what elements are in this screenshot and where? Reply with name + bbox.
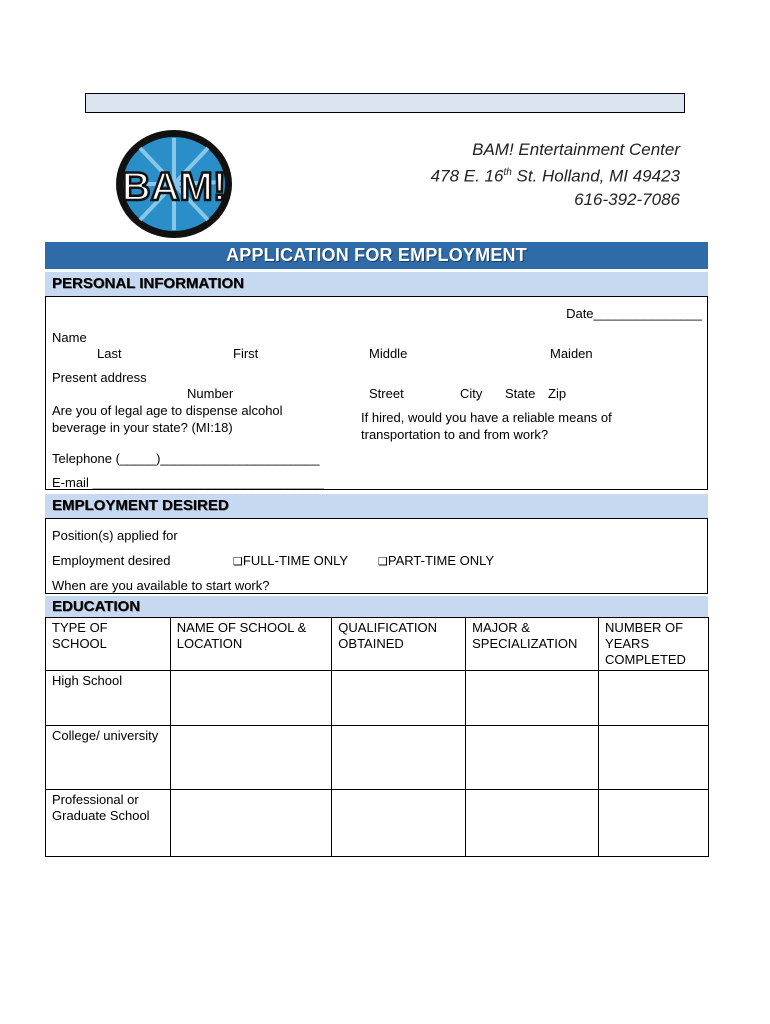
company-info bbox=[431, 138, 680, 211]
name-label: Name bbox=[52, 330, 87, 345]
company-address: 478 E. 16th St. Holland, MI 49423 bbox=[430, 166, 680, 186]
employment-desired-label: Employment desired bbox=[52, 553, 171, 568]
education-header-row bbox=[46, 618, 709, 671]
address-street-field[interactable]: Street bbox=[369, 386, 404, 401]
middle-name-field[interactable]: Middle bbox=[369, 346, 408, 361]
personal-info-heading: PERSONAL INFORMATION bbox=[45, 272, 708, 296]
date-field[interactable]: Date_______________ bbox=[566, 306, 702, 321]
table-cell[interactable] bbox=[332, 726, 466, 790]
row-label-college: College/ university bbox=[46, 726, 171, 790]
table-cell[interactable] bbox=[170, 790, 332, 857]
present-address-label: Present address bbox=[52, 370, 147, 385]
table-cell[interactable] bbox=[332, 790, 466, 857]
table-row bbox=[46, 790, 709, 857]
email-field[interactable]: E-mail ________________________________ bbox=[52, 475, 324, 490]
col-type-of-school: TYPE OF SCHOOL bbox=[46, 618, 171, 671]
col-major: MAJOR & SPECIALIZATION bbox=[466, 618, 599, 671]
full-time-option[interactable]: ❑FULL-TIME ONLY bbox=[233, 553, 349, 568]
form-title: APPLICATION FOR EMPLOYMENT bbox=[45, 242, 708, 269]
address-state-field[interactable]: State bbox=[505, 386, 536, 401]
table-row bbox=[46, 726, 709, 790]
transport-question: If hired, would you have a reliable means of bbox=[361, 410, 612, 425]
company-name: BAM! Entertainment Center bbox=[472, 140, 680, 159]
table-cell[interactable] bbox=[466, 790, 599, 857]
company-phone: 616-392-7086 bbox=[574, 189, 680, 209]
col-years-completed: NUMBER OF YEARS COMPLETED bbox=[599, 618, 709, 671]
checkbox-icon[interactable]: ❑ bbox=[378, 555, 388, 568]
table-cell[interactable] bbox=[599, 671, 709, 726]
education-table bbox=[45, 617, 709, 857]
first-name-field[interactable]: First bbox=[233, 346, 259, 361]
top-header-bar bbox=[85, 93, 685, 113]
education-heading: EDUCATION bbox=[45, 596, 708, 617]
table-cell[interactable] bbox=[466, 671, 599, 726]
part-time-option[interactable]: ❑PART-TIME ONLY bbox=[378, 553, 495, 568]
bam-logo bbox=[112, 122, 240, 240]
col-name-of-school: NAME OF SCHOOL & LOCATION bbox=[170, 618, 332, 671]
address-number-field[interactable]: Number bbox=[187, 386, 234, 401]
transport-question-line2: transportation to and from work? bbox=[361, 427, 549, 442]
positions-applied-field[interactable]: Position(s) applied for bbox=[52, 528, 178, 543]
table-cell[interactable] bbox=[170, 671, 332, 726]
legal-age-question-line2: beverage in your state? (MI:18) bbox=[52, 420, 233, 435]
svg-text:BAM!: BAM! bbox=[121, 165, 227, 209]
start-availability-field[interactable]: When are you available to start work? bbox=[52, 578, 270, 593]
row-label-professional: Professional or Graduate School bbox=[46, 790, 171, 857]
address-zip-field[interactable]: Zip bbox=[548, 386, 567, 401]
table-cell[interactable] bbox=[599, 790, 709, 857]
table-cell[interactable] bbox=[466, 726, 599, 790]
checkbox-icon[interactable]: ❑ bbox=[233, 555, 243, 568]
legal-age-question: Are you of legal age to dispense alcohol bbox=[52, 403, 283, 418]
employment-desired-heading: EMPLOYMENT DESIRED bbox=[45, 494, 708, 518]
col-qualification: QUALIFICATION OBTAINED bbox=[332, 618, 466, 671]
table-cell[interactable] bbox=[170, 726, 332, 790]
row-label-high-school: High School bbox=[46, 671, 171, 726]
table-cell[interactable] bbox=[599, 726, 709, 790]
table-row bbox=[46, 671, 709, 726]
address-city-field[interactable]: City bbox=[460, 386, 483, 401]
maiden-name-field[interactable]: Maiden bbox=[550, 346, 593, 361]
telephone-field[interactable]: Telephone (_____)______________________ bbox=[52, 451, 320, 466]
table-cell[interactable] bbox=[332, 671, 466, 726]
last-name-field[interactable]: Last bbox=[97, 346, 122, 361]
